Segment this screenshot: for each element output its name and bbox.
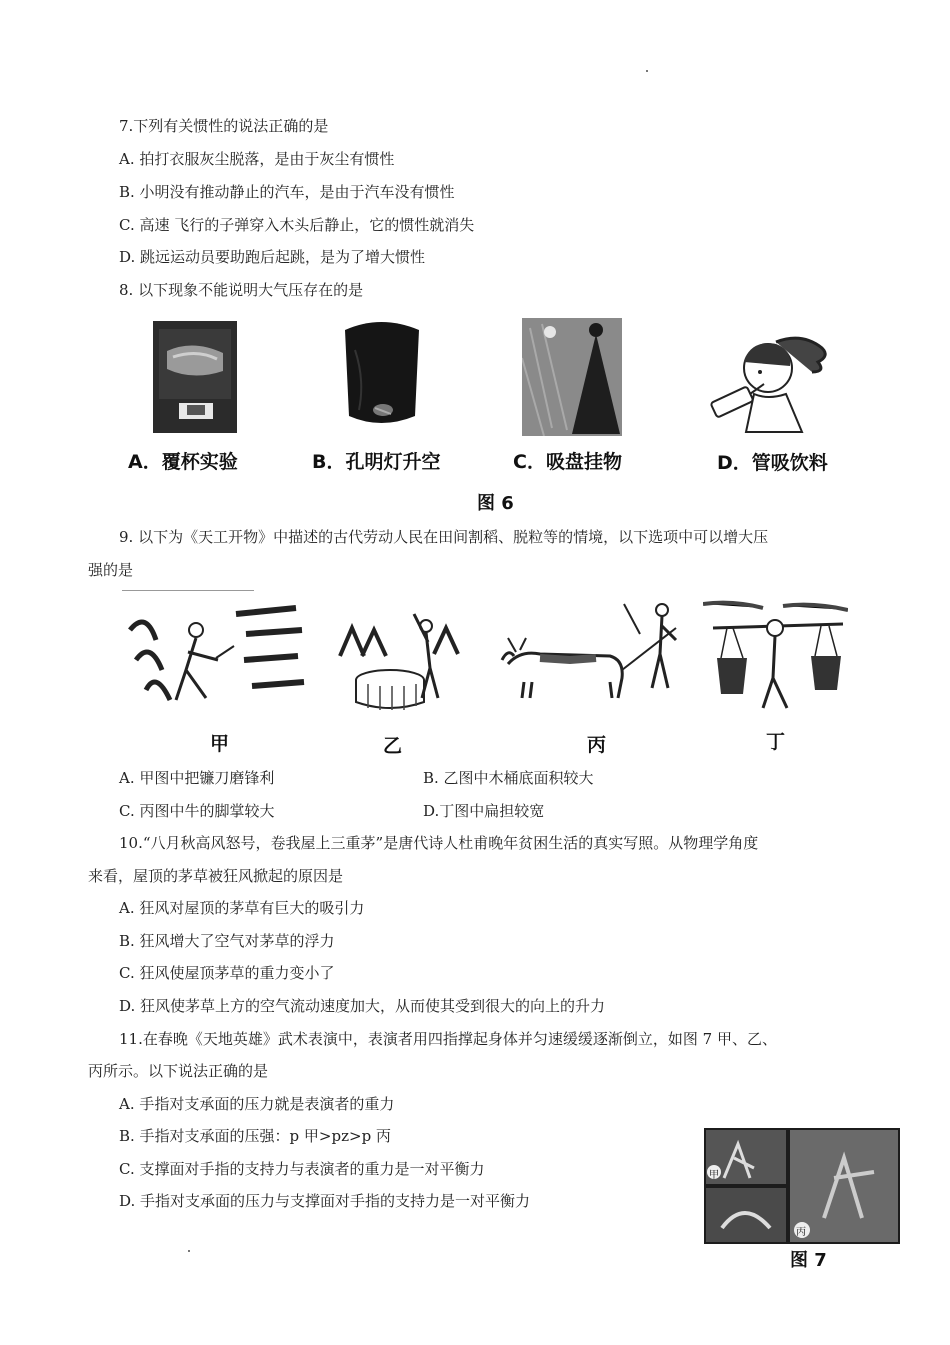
speck <box>188 1250 190 1252</box>
fig-label-ding: 丁 <box>766 731 786 753</box>
shoulder-pole-image-ding <box>703 598 848 714</box>
suction-cup-hanger-image <box>522 318 622 436</box>
fig7-label-jia: 甲 <box>709 1170 719 1181</box>
ox-plough-image-bing <box>500 598 680 720</box>
q9-option-c: C. 丙图中牛的脚掌较大 <box>119 802 275 820</box>
q10-option-c: C. 狂风使屋顶茅草的重力变小了 <box>119 964 335 982</box>
cup-experiment-image <box>153 321 237 433</box>
q11-option-c: C. 支撑面对手指的支持力与表演者的重力是一对平衡力 <box>119 1160 485 1178</box>
fig6-title: 图 6 <box>477 493 514 514</box>
fig6-caption-a: A．覆杯实验 <box>128 451 238 473</box>
q9-option-b: B. 乙图中木桶底面积较大 <box>423 769 594 787</box>
q7-option-d: D. 跳远运动员要助跑后起跳，是为了增大惯性 <box>119 248 426 266</box>
q9-option-d: D.丁图中扁担较宽 <box>423 802 545 820</box>
q7-option-a: A. 拍打衣服灰尘脱落，是由于灰尘有惯性 <box>119 150 395 168</box>
q11-option-d: D. 手指对支承面的压力与支撑面对手指的支持力是一对平衡力 <box>119 1192 531 1210</box>
straw-drink-girl-image <box>706 328 836 434</box>
kongming-lantern-image <box>335 320 427 432</box>
q10-stem-line1: 10.“八月秋高风怒号，卷我屋上三重茅”是唐代诗人杜甫晚年贫困生活的真实写照。从物理学角度 <box>119 834 759 852</box>
fig7-photo-collage <box>704 1128 900 1244</box>
q10-option-b: B. 狂风增大了空气对茅草的浮力 <box>119 932 335 950</box>
q10-stem-line2: 来看，屋顶的茅草被狂风掀起的原因是 <box>88 867 344 885</box>
q9-stem-line2: 强的是 <box>88 561 134 579</box>
q11-stem-line1: 11.在春晚《天地英雄》武术表演中，表演者用四指撑起身体并匀速缓缓逐渐倒立，如图 7 甲、乙、 <box>119 1030 777 1048</box>
fig6-caption-d: D．管吸饮料 <box>717 452 828 474</box>
fig7-label-bing: 丙 <box>796 1227 806 1238</box>
q11-option-a: A. 手指对支承面的压力就是表演者的重力 <box>119 1095 395 1113</box>
q11-stem-line2: 丙所示。以下说法正确的是 <box>88 1062 269 1080</box>
q7-stem: 7.下列有关惯性的说法正确的是 <box>119 117 329 135</box>
q10-option-a: A. 狂风对屋顶的茅草有巨大的吸引力 <box>119 899 365 917</box>
q10-option-d: D. 狂风使茅草上方的空气流动速度加大，从而使其受到很大的向上的升力 <box>119 997 606 1015</box>
divider <box>122 590 254 591</box>
q8-stem: 8. 以下现象不能说明大气压存在的是 <box>119 281 364 299</box>
q7-option-c: C. 高速 飞行的子弹穿入木头后静止，它的惯性就消失 <box>119 216 475 234</box>
fig-label-jia: 甲 <box>210 733 230 755</box>
fig-label-yi: 乙 <box>383 735 403 757</box>
fig-label-bing: 丙 <box>587 734 607 756</box>
rice-harvest-image-jia <box>126 600 308 712</box>
fig6-caption-b: B．孔明灯升空 <box>312 451 441 473</box>
fig7-title: 图 7 <box>790 1250 827 1271</box>
speck <box>646 70 648 72</box>
q9-option-a: A. 甲图中把镰刀磨锋利 <box>119 769 275 787</box>
q11-option-b: B. 手指对支承面的压强：p 甲>pz>p 丙 <box>119 1127 391 1145</box>
q9-stem-line1: 9. 以下为《天工开物》中描述的古代劳动人民在田间割稻、脱粒等的情境，以下选项中可以增大压 <box>119 528 769 546</box>
fig6-caption-c: C．吸盘挂物 <box>513 451 622 473</box>
threshing-bucket-image-yi <box>338 598 466 712</box>
q7-option-b: B. 小明没有推动静止的汽车，是由于汽车没有惯性 <box>119 183 455 201</box>
